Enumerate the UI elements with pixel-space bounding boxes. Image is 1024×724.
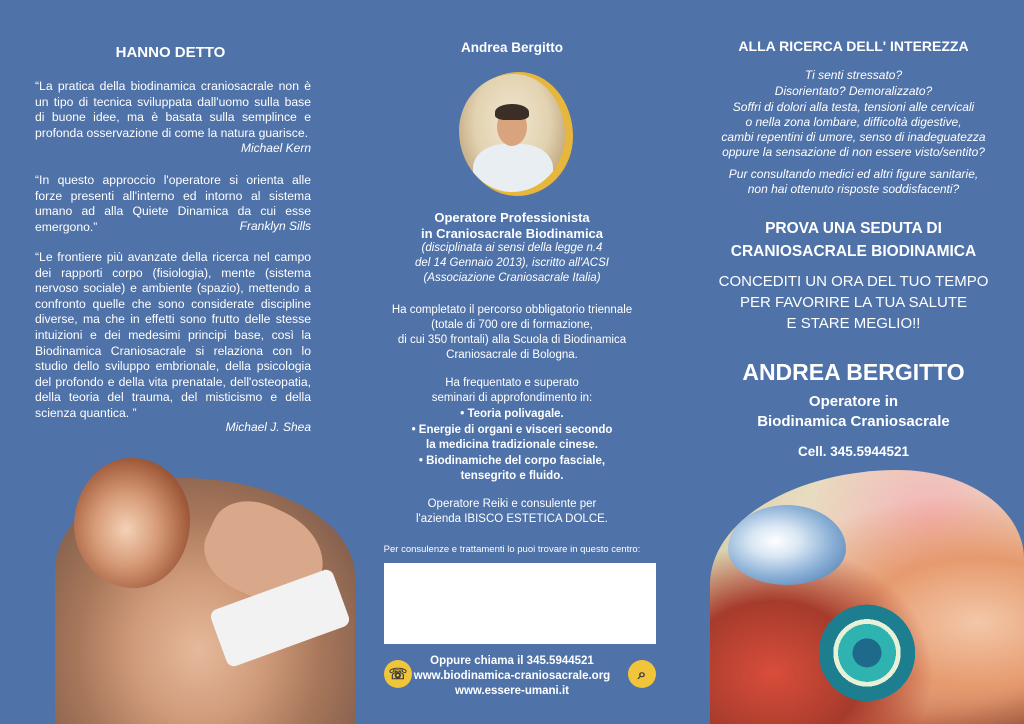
- big-name: ANDREA BERGITTO: [742, 359, 965, 385]
- quote-shea: “Le frontiere più avanzate della ricerca nel campo dei rapporti corpo (fisiologia), mente (sistema nervoso sociale) e ambiente (spazio), mettendo a confronto quelle che sono considerate discipline diverse, ma che in effetti sono frutto delle stesse intuizioni e dei medesimi principi base, così la Biodinamica Craniosacrale si relaziona con lo studio dello sviluppo embrionale, della psicologia del profondo e della vita prenatale, dell'osteopatia, della teoria del trauma, del misticismo e della scienza quantica. ”: [35, 250, 311, 420]
- reiki-line-2: l'azienda IBISCO ESTETICA DOLCE.: [415, 513, 608, 525]
- question-line-2: Disorientato? Demoralizzato?: [774, 84, 933, 98]
- role-line-1: Operatore Professionista: [434, 210, 590, 225]
- seminar-item-1: • Teoria polivagale.: [460, 408, 564, 420]
- spiral-artwork: [710, 470, 1024, 724]
- web-search-icon: ⌕: [628, 660, 656, 688]
- subline-3: E STARE MEGLIO!!: [786, 315, 921, 332]
- question-line-3: Soffri di dolori alla testa, tensioni alle cervicali: [732, 100, 975, 114]
- center-address-box: [384, 563, 656, 644]
- website-link-1[interactable]: www.biodinamica-craniosacrale.org: [413, 670, 611, 682]
- section-title-hanno-detto: HANNO DETTO: [115, 44, 226, 61]
- right-panel: [683, 0, 1024, 724]
- reiki-line-1: Operatore Reiki e consulente per: [427, 498, 597, 510]
- seminar-item-2a: • Energie di organi e visceri secondo: [411, 424, 613, 436]
- question-line-5: cambi repentini di umore, senso di inadeguatezza: [721, 130, 986, 144]
- seminar-item-3b: tensegrito e fluido.: [460, 470, 564, 482]
- question-line-7: Pur consultando medici ed altri figure sanitarie,: [728, 167, 979, 181]
- website-link-2[interactable]: www.essere-umani.it: [455, 685, 569, 697]
- cell-phone: Cell. 345.5944521: [797, 444, 910, 459]
- question-line-8: non hai ottenuto risposte soddisfacenti?: [747, 182, 960, 196]
- phone-icon: ☏: [384, 660, 412, 688]
- raised-arms-photo: [74, 458, 190, 588]
- training-line-4: Craniosacrale di Bologna.: [446, 349, 578, 361]
- wave-artwork: [728, 505, 846, 585]
- training-line-3: di cui 350 frontali) alla Scuola di Biodinamica: [397, 334, 627, 346]
- left-panel: [0, 0, 341, 724]
- role-line-2: in Craniosacrale Biodinamica: [420, 226, 604, 241]
- middle-panel: [341, 0, 683, 724]
- quote-sills: “In questo approccio l'operatore si orienta alle forze presenti all'interno ed intorno al sistema umano ad alla Quiete Dinamica da cui esse emergono.”: [35, 173, 311, 234]
- center-note: Per consulenze e trattamenti lo puoi trovare in questo centro:: [383, 544, 641, 555]
- seminars-line-2: seminari di approfondimento in:: [431, 392, 593, 404]
- quote-author-sills: Franklyn Sills: [239, 219, 311, 233]
- law-line-1: (disciplinata ai sensi della legge n.4: [421, 242, 603, 254]
- call-line: Oppure chiama il 345.5944521: [430, 655, 594, 667]
- role-line-1: Operatore in: [808, 393, 899, 410]
- role-line-2: Biodinamica Craniosacrale: [757, 413, 950, 430]
- quote-author-shea: Michael J. Shea: [225, 420, 311, 434]
- seminar-item-2b: la medicina tradizionale cinese.: [426, 439, 598, 451]
- training-line-2: (totale di 700 ore di formazione,: [431, 319, 593, 331]
- question-line-4: o nella zona lombare, difficoltà digestive,: [745, 115, 962, 129]
- cta-line-2: CRANIOSACRALE BIODINAMICA: [730, 243, 977, 260]
- practitioner-name: Andrea Bergitto: [460, 40, 563, 55]
- seminar-item-3a: • Biodinamiche del corpo fasciale,: [418, 455, 606, 467]
- question-line-6: oppure la sensazione di non essere visto/sentito?: [722, 145, 985, 159]
- question-line-1: Ti senti stressato?: [804, 68, 903, 82]
- portrait-photo: [459, 74, 565, 192]
- quote-author-kern: Michael Kern: [240, 141, 311, 155]
- cta-line-1: PROVA UNA SEDUTA DI: [765, 220, 942, 237]
- seminars-line-1: Ha frequentato e superato: [445, 377, 579, 389]
- training-line-1: Ha completato il percorso obbligatorio triennale: [391, 304, 633, 316]
- quote-kern: “La pratica della biodinamica craniosacrale non è un tipo di tecnica sviluppata dall'uomo sulla base di buone idee, ma è basata sulla semplince e profonda osservazione di come la natura guarisce.: [35, 79, 311, 140]
- section-title-interezza: ALLA RICERCA DELL' INTEREZZA: [738, 38, 969, 54]
- subline-2: PER FAVORIRE LA TUA SALUTE: [739, 294, 968, 311]
- law-line-3: (Associazione Craniosacrale Italia): [423, 272, 601, 284]
- law-line-2: del 14 Gennaio 2013), iscritto all'ACSI: [415, 257, 609, 269]
- subline-1: CONCEDITI UN ORA DEL TUO TEMPO: [718, 273, 989, 290]
